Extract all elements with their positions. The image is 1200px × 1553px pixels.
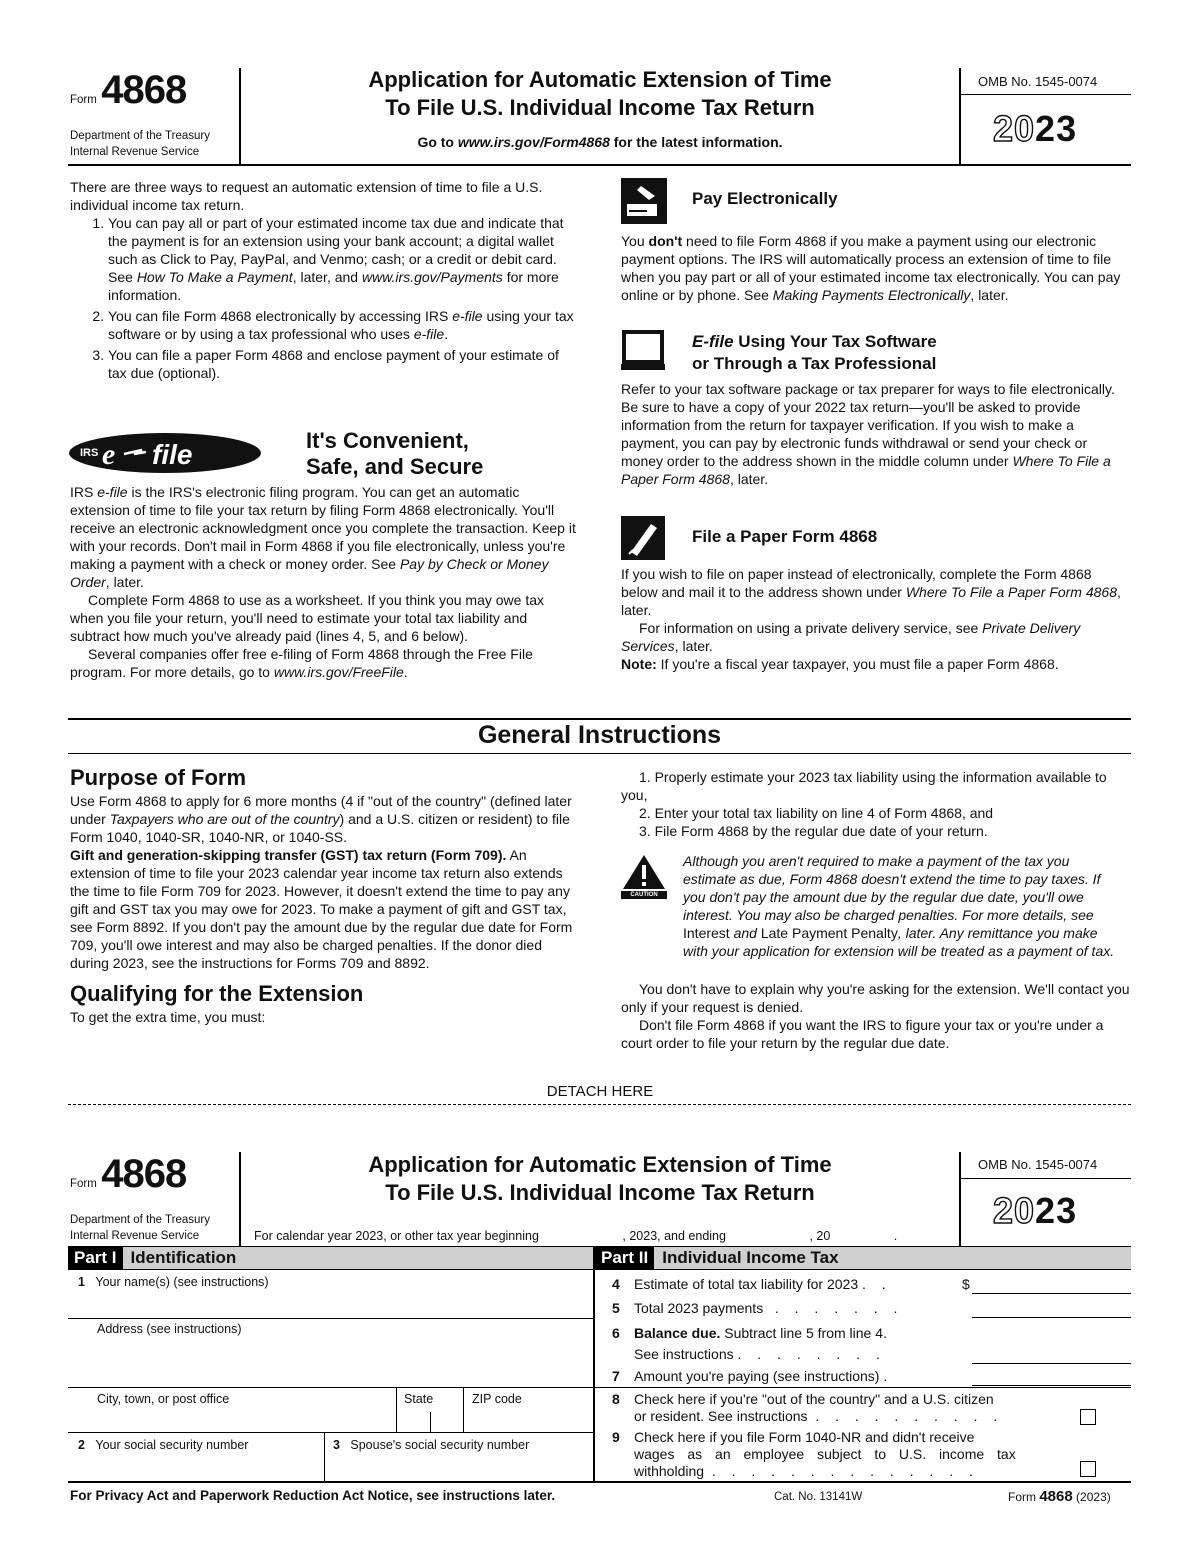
line4-amount-field[interactable]	[972, 1274, 1131, 1293]
line5-amount-field[interactable]	[972, 1298, 1131, 1317]
section-rule	[595, 1387, 1131, 1388]
step-item: 2. Enter your total tax liability on line 4 of Form 4868, and	[639, 805, 994, 821]
header-divider-right	[959, 68, 961, 164]
footer-form-id: Form 4868 (2023)	[1008, 1488, 1111, 1505]
worksheet-paragraph: Complete Form 4868 to use as a worksheet. If you think you may owe tax when you file your return, you'll need to estimate your total tax liability and subtract how much you've already paid (lines 4, 5, and 6 below).	[70, 592, 544, 644]
omb-number: OMB No. 1545-0074	[978, 74, 1098, 89]
form2-number: 4868	[101, 1152, 187, 1196]
form-number: 4868	[101, 68, 187, 112]
svg-text:file: file	[152, 439, 193, 470]
zip-label: ZIP code	[472, 1392, 522, 1406]
department-block	[70, 128, 210, 160]
intro-section	[70, 178, 575, 385]
header-bottom-rule	[68, 164, 1131, 166]
address-field[interactable]	[68, 1319, 593, 1387]
list-item: 1. You can pay all or part of your estimated income tax due and indicate that the payment is for an extension using your bank account; a digital wallet such as Click to Pay, PayPal, and Venmo; cash; or a credit or debit card. See How To Make a Payment, later, and www.irs.gov/Payments for more information.	[108, 214, 575, 304]
line-9-cont: wages as an employee subject to U.S. income tax	[634, 1446, 1016, 1462]
line-9: 9 Check here if you file Form 1040-NR and didn't receive	[612, 1429, 975, 1445]
svg-text:IRS: IRS	[80, 447, 99, 459]
goto-line: Go to www.irs.gov/Form4868 for the latest information.	[417, 134, 783, 150]
part1-bar	[68, 1246, 593, 1270]
spouse-ssn-field[interactable]	[325, 1433, 593, 1481]
state-label: State	[404, 1392, 434, 1406]
address-label: Address (see instructions)	[97, 1322, 242, 1336]
form2-id-block: Form 4868	[70, 1152, 187, 1196]
part1-title: Identification	[130, 1248, 237, 1267]
pay-electronically-text: You don't need to file Form 4868 if you make a payment using our electronic payment options. The IRS will automatically process an extension of time to file when you pay part or all of your estimated income tax electronically. You can pay online or by phone. See Making Payments Electronically, later.	[621, 233, 1121, 303]
tax-year: 2023	[993, 108, 1078, 149]
pay-electronically-heading: Pay Electronically	[692, 189, 838, 208]
form2-title: Application for Automatic Extension of Time To File U.S. Individual Income Tax Return	[368, 1152, 832, 1205]
line-4: 4 Estimate of total tax liability for 2023 . .	[612, 1276, 892, 1292]
irs-efile-logo	[68, 432, 262, 474]
line-9-cont2: withholding . . . . . . . . . . . . . .	[634, 1463, 979, 1479]
form-id-block	[70, 68, 186, 113]
amount-rule	[972, 1385, 1131, 1386]
form2-department: Department of the Treasury Internal Revenue Service	[70, 1214, 210, 1242]
freefile-link[interactable]: www.irs.gov/FreeFile	[273, 664, 404, 680]
purpose-heading: Purpose of Form	[70, 765, 247, 790]
general-instructions-heading: General Instructions	[477, 721, 722, 749]
out-of-country-checkbox[interactable]	[1080, 1409, 1096, 1425]
zip-field[interactable]	[464, 1388, 593, 1432]
detach-line[interactable]	[68, 1104, 1131, 1105]
efile-software-text: Refer to your tax software package or tax preparer for ways to file electronically. Be sure to have a copy of your 2022 tax return—you'll be asked to provide information from the return for taxpayer verification. If you wish to make a payment, you can pay by electronic funds withdrawal or send your check or money order to the address shown in the middle column under Where To File a Paper Form 4868, later.	[621, 381, 1115, 487]
form2-bottom-rule	[68, 1481, 1131, 1483]
spouse-ssn-label: 3 Spouse's social security number	[333, 1438, 530, 1452]
efile-section	[70, 483, 578, 681]
intro-text: There are three ways to request an automatic extension of time to file a U.S. individual income tax return.	[70, 179, 543, 213]
svg-text:e: e	[102, 438, 116, 471]
computer-icon	[621, 330, 665, 372]
paper-form-heading: File a Paper Form 4868	[692, 527, 878, 546]
list-item: 3. You can file a paper Form 4868 and enclose payment of your estimate of tax due (optional).	[108, 346, 575, 382]
line-8: 8 Check here if you're "out of the country" and a U.S. citizen	[612, 1391, 994, 1407]
line6-amount-field[interactable]	[972, 1344, 1131, 1363]
general-rule	[68, 718, 1131, 720]
nonresident-checkbox[interactable]	[1080, 1461, 1096, 1477]
purpose-section: Purpose of Form Use Form 4868 to apply for 6 more months (4 if "out of the country" (defined later under Taxpayers who are out of the country) and a U.S. citizen or resident) to file Form 1040, 1040-SR, 1040-NR, or 1040-SS. Gift and generation-skipping transfer (GST) tax return (Form 709). An extension of time to file your 2023 calendar year income tax return also extends the time to file Form 709 for 2023. However, it doesn't extend the time to pay any gift and GST tax you may owe for 2023. To make a payment of gift and GST tax, see Form 8892. If you don't pay the amount due by the regular due date for Form 709, you'll owe interest and may also be charged penalties. If the donor died during 2023, see the instructions for Forms 709 and 8892. Qualifying for the Extension To get the extra time, you must:	[70, 764, 580, 1026]
pen-icon	[621, 516, 665, 560]
ssn-field[interactable]	[68, 1433, 324, 1481]
name-label: 1 Your name(s) (see instructions)	[78, 1275, 269, 1289]
form2-divider-right	[959, 1152, 961, 1246]
amount-rule	[972, 1317, 1131, 1318]
omb-rule	[961, 94, 1131, 95]
pay-electronically-icon	[621, 178, 667, 224]
privacy-notice: For Privacy Act and Paperwork Reduction Act Notice, see instructions later.	[70, 1488, 556, 1503]
paper-form-text: If you wish to file on paper instead of electronically, complete the Form 4868 below and mail it to the address shown under Where To File a Paper Form 4868, later. For information on using a private delivery service, see Private Delivery Services, later. Note: If you're a fiscal year taxpayer, you must file a paper Form 4868.	[621, 566, 1121, 672]
form2-omb-rule	[961, 1178, 1131, 1179]
agency-name: Internal Revenue Service	[70, 146, 200, 158]
calendar-year-line: For calendar year 2023, or other tax year beginning , 2023, and ending , 20 .	[254, 1229, 898, 1243]
part2-bar	[595, 1246, 1131, 1270]
form-title	[241, 66, 959, 122]
caution-label: CAUTION	[630, 892, 658, 898]
caution-text: Although you aren't required to make a payment of the tax you estimate as due, Form 4868 doesn't extend the time to pay taxes. If you don't pay the amount due by the regular due date, you'll owe interest. You may also be charged penalties. For more details, see Interest and Late Payment Penalty, later. Any remittance you make with your application for extension will be treated as a payment of tax.	[683, 853, 1115, 959]
form2-omb: OMB No. 1545-0074	[978, 1157, 1098, 1172]
dollar-sign: $	[962, 1276, 970, 1292]
state-tick	[430, 1412, 431, 1432]
efile-paragraph: IRS e-file is the IRS's electronic filing program. You can get an automatic extension of time to file your tax return by filing Form 4868 electronically. You'll receive an electronic acknowledgment once you complete the transaction. Keep it with your records. Don't mail in Form 4868 if you file electronically, unless you're making a payment with a check or money order. See Pay by Check or Money Order, later.	[70, 484, 576, 590]
efile-software-heading: E-file Using Your Tax Software or Through a Tax Professional	[692, 332, 937, 373]
general-rule-bottom	[68, 753, 1131, 754]
line7-amount-field[interactable]	[972, 1366, 1131, 1385]
list-item: 2. You can file Form 4868 electronically by accessing IRS e-file using your tax software or by using a tax professional who uses e-file.	[108, 307, 575, 343]
part2-title: Individual Income Tax	[662, 1248, 839, 1267]
freefile-paragraph: Several companies offer free e-filing of Form 4868 through the Free File program. For more details, go to www.irs.gov/FreeFile.	[70, 646, 533, 680]
step-item: 1. Properly estimate your 2023 tax liability using the information available to you,	[621, 769, 1107, 803]
line-8-cont: or resident. See instructions . . . . . . . . . .	[634, 1408, 1004, 1424]
amount-rule	[972, 1363, 1131, 1364]
detach-label: DETACH HERE	[546, 1083, 654, 1100]
ssn-label: 2 Your social security number	[78, 1438, 249, 1452]
qualifying-heading: Qualifying for the Extension	[70, 981, 364, 1006]
form-title-line2: To File U.S. Individual Income Tax Return	[385, 95, 815, 120]
efile-heading: It's Convenient, Safe, and Secure	[306, 428, 484, 479]
name-field[interactable]	[68, 1272, 593, 1318]
step-item: 3. File Form 4868 by the regular due date of your return.	[639, 823, 988, 839]
line-6-cont: See instructions . . . . . . . .	[634, 1346, 886, 1362]
catalog-number: Cat. No. 13141W	[774, 1491, 863, 1503]
part2-tag: Part II	[595, 1247, 654, 1269]
closing-section: You don't have to explain why you're asking for the extension. We'll contact you only if your request is denied. Don't file Form 4868 if you want the IRS to figure your tax or you're under a court order to file your return by the regular due date.	[621, 981, 1130, 1051]
part1-tag: Part I	[68, 1247, 123, 1269]
form-title-line1: Application for Automatic Extension of Time	[368, 67, 832, 92]
amount-rule	[972, 1293, 1131, 1294]
city-label: City, town, or post office	[97, 1392, 230, 1406]
steps-section	[621, 768, 1131, 840]
parts-divider	[593, 1246, 595, 1482]
line-7: 7 Amount you're paying (see instructions) .	[612, 1368, 888, 1384]
irs-link[interactable]: www.irs.gov/Form4868	[457, 134, 610, 150]
line-6: 6 Balance due. Subtract line 5 from line 4.	[612, 1325, 887, 1341]
ways-list	[70, 214, 575, 382]
form2-year: 2023	[993, 1190, 1078, 1231]
line-5: 5 Total 2023 payments . . . . . . .	[612, 1300, 904, 1316]
city-field[interactable]	[68, 1388, 396, 1432]
department-name: Department of the Treasury	[70, 130, 210, 142]
form-word: Form	[70, 94, 97, 106]
